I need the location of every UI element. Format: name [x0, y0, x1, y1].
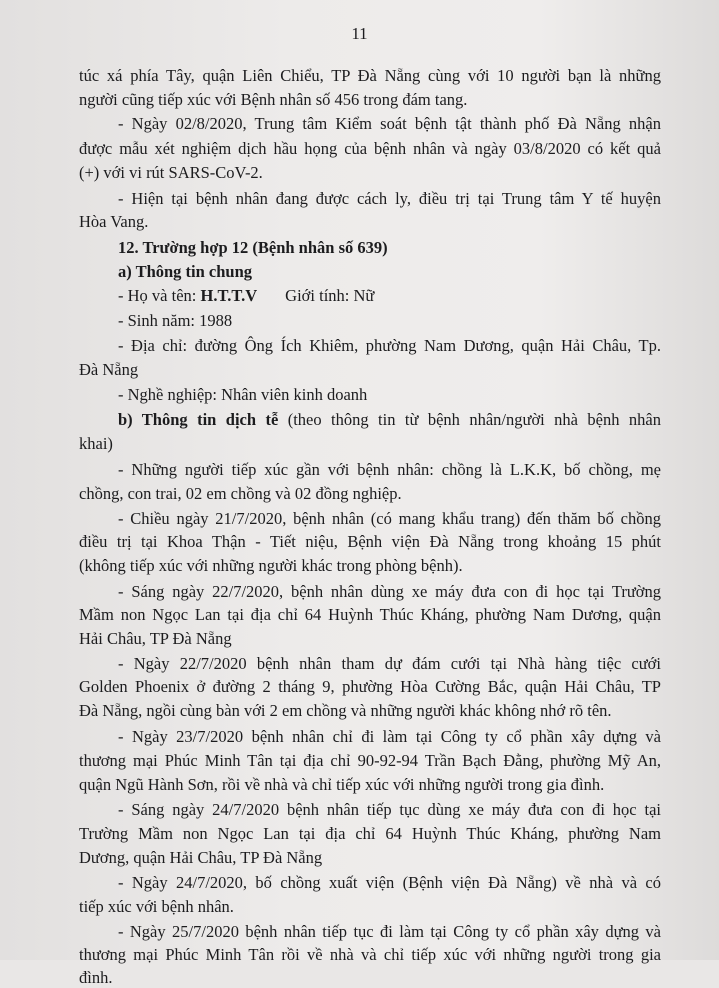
text-line [79, 605, 661, 625]
line-text: - Ngày 02/8/2020, Trung tâm Kiểm soát bệnh tật thành phố Đà Nẵng nhận [118, 114, 661, 133]
line-text: - Hiện tại bệnh nhân đang được cách ly, điều trị tại Trung tâm Y tế huyện [118, 189, 661, 208]
line-text: được mẫu xét nghiệm dịch hầu họng của bệnh nhân và ngày 03/8/2020 có kết quả [79, 139, 661, 158]
line-text: - Ngày 22/7/2020 bệnh nhân tham dự đám cưới tại Nhà hàng tiệc cưới [118, 654, 661, 673]
line-text: (+) với vi rút SARS-CoV-2. [79, 163, 263, 182]
text-line [79, 824, 661, 844]
text-line [118, 460, 661, 480]
line-text: Mầm non Ngọc Lan tại địa chỉ 64 Huỳnh Thúc Kháng, phường Nam Dương, quận [79, 605, 661, 624]
text-line [118, 582, 661, 602]
line-text: tiếp xúc với bệnh nhân. [79, 897, 234, 916]
line-text: Golden Phoenix ở đường 2 tháng 9, phường Hòa Cường Bắc, quận Hải Châu, TP [79, 677, 661, 696]
text-line [79, 66, 661, 86]
line-text: Đà Nẵng, ngồi cùng bàn với 2 em chồng và những người khác không nhớ rõ tên. [79, 701, 612, 720]
text-line [79, 701, 612, 721]
line-text: - Ngày 23/7/2020 bệnh nhân chỉ đi làm tại Công ty cổ phần xây dựng và [118, 727, 661, 746]
text-line [79, 434, 113, 454]
text-line [79, 556, 463, 576]
line-text: Trường Mầm non Ngọc Lan tại địa chỉ 64 Huỳnh Thúc Kháng, phường Nam [79, 824, 661, 843]
line-text: người cũng tiếp xúc với Bệnh nhân số 456 trong đám tang. [79, 90, 468, 109]
text-line [118, 727, 661, 747]
line-text: - Ngày 25/7/2020 bệnh nhân tiếp tục đi làm tại Công ty cổ phần xây dựng và [118, 922, 661, 941]
line-text: - Ngày 24/7/2020, bố chồng xuất viện (Bệnh viện Đà Nẵng) về nhà và có [118, 873, 661, 892]
line-text: Đà Nẵng [79, 360, 139, 379]
bold-text: H.T.T.V [200, 286, 258, 305]
text-line [79, 751, 661, 771]
line-text: - Họ và tên: [118, 286, 201, 305]
line-text: (theo thông tin từ bệnh nhân/người nhà bệnh nhân [278, 410, 661, 429]
text-line [79, 775, 604, 795]
text-line [79, 629, 232, 649]
line-text: khai) [79, 434, 113, 453]
text-line [79, 897, 234, 917]
page-number: 11 [351, 24, 368, 43]
text-line [79, 212, 148, 232]
line-text: thương mại Phúc Minh Tân rồi về nhà và chỉ tiếp xúc với những người trong gia [79, 945, 661, 964]
text-line [79, 848, 322, 868]
text-line [118, 262, 252, 282]
text-line [118, 800, 661, 820]
line-text: - Địa chỉ: đường Ông Ích Khiêm, phường Nam Dương, quận Hải Châu, Tp. [118, 336, 661, 355]
line-text: - Sáng ngày 24/7/2020 bệnh nhân tiếp tục dùng xe máy đưa con đi học tại [118, 800, 661, 819]
text-line [79, 360, 138, 380]
line-text: thương mại Phúc Minh Tân tại địa chỉ 90-92-94 Trần Bạch Đằng, phường Mỹ An, [79, 751, 661, 770]
bold-text: b) Thông tin dịch tễ [118, 410, 279, 429]
text-line [79, 968, 112, 988]
line-text: - Chiều ngày 21/7/2020, bệnh nhân (có mang khẩu trang) đến thăm bố chồng [118, 509, 661, 528]
line-text: Giới tính: Nữ [285, 286, 375, 305]
line-text: Hòa Vang. [79, 212, 149, 231]
text-line [79, 163, 263, 183]
line-text: chồng, con trai, 02 em chồng và 02 đồng nghiệp. [79, 484, 402, 503]
heading-text: a) Thông tin chung [118, 262, 253, 281]
text-line [79, 484, 402, 504]
text-line [79, 677, 661, 697]
text-line [118, 922, 661, 942]
text-line [118, 189, 661, 209]
line-text: - Nghề nghiệp: Nhân viên kinh doanh [118, 385, 368, 404]
line-text: - Sáng ngày 22/7/2020, bệnh nhân dùng xe máy đưa con đi học tại Trường [118, 582, 661, 601]
line-text: (không tiếp xúc với những người khác trong phòng bệnh). [79, 556, 463, 575]
text-line [118, 311, 232, 331]
line-text: Hải Châu, TP Đà Nẵng [79, 629, 232, 648]
text-line [118, 286, 374, 306]
line-text: - Sinh năm: 1988 [118, 311, 233, 330]
text-line [118, 114, 661, 134]
text-line [118, 238, 388, 258]
line-text: - Những người tiếp xúc gần với bệnh nhân: chồng là L.K.K, bố chồng, mẹ [118, 460, 661, 479]
text-line [79, 532, 661, 552]
line-text: đình. [79, 968, 113, 987]
heading-text: 12. Trường hợp 12 (Bệnh nhân số 639) [118, 238, 388, 257]
text-line [79, 90, 467, 110]
text-line [118, 336, 661, 356]
text-line [118, 873, 661, 893]
text-line [118, 385, 367, 405]
text-line [79, 139, 661, 159]
line-text: túc xá phía Tây, quận Liên Chiểu, TP Đà Nẵng cùng với 10 người bạn là những [79, 66, 661, 85]
text-line [79, 945, 661, 965]
line-text: điều trị tại Khoa Thận - Tiết niệu, Bệnh viện Đà Nẵng trong khoảng 15 phút [79, 532, 661, 551]
line-text: quận Ngũ Hành Sơn, rồi về nhà và chỉ tiếp xúc với những người trong gia đình. [79, 775, 605, 794]
text-line [118, 410, 661, 430]
text-line [118, 509, 661, 529]
line-text: Dương, quận Hải Châu, TP Đà Nẵng [79, 848, 323, 867]
text-line [118, 654, 661, 674]
